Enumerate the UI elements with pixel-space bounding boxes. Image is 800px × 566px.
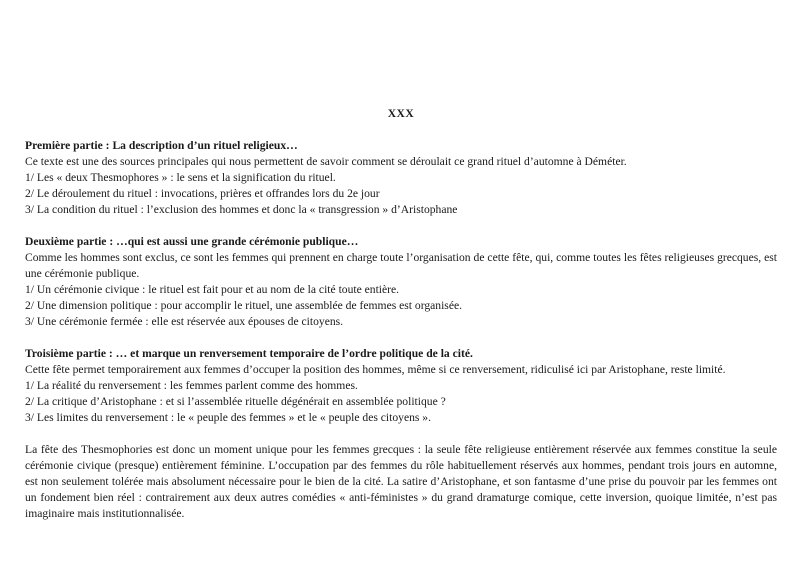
section-item: 1/ Les « deux Thesmophores » : le sens et la signification du rituel.: [25, 171, 336, 184]
section-heading: Deuxième partie : …qui est aussi une grande cérémonie publique…: [25, 235, 359, 248]
section-heading: Première partie : La description d’un rituel religieux…: [25, 139, 298, 152]
section-part-3: [25, 346, 777, 426]
section-item: 3/ Les limites du renversement : le « peuple des femmes » et le « peuple des citoyens ».: [25, 411, 431, 424]
section-intro: Comme les hommes sont exclus, ce sont les femmes qui prennent en charge toute l’organisation de cette fête, qui, comme toutes les fêtes religieuses grecques, est une cérémonie publique.: [25, 251, 777, 280]
section-heading: Troisième partie : … et marque un renversement temporaire de l’ordre politique de la cité.: [25, 347, 473, 360]
section-item: 1/ La réalité du renversement : les femmes parlent comme des hommes.: [25, 379, 358, 392]
section-item: 3/ La condition du rituel : l’exclusion des hommes et donc la « transgression » d’Aristophane: [25, 203, 458, 216]
document-page: [25, 106, 777, 522]
section-intro: Cette fête permet temporairement aux femmes d’occuper la position des hommes, même si ce renversement, ridiculisé ici par Aristophane, reste limité.: [25, 363, 726, 376]
section-part-2: [25, 234, 777, 330]
section-item: 3/ Une cérémonie fermée : elle est réservée aux épouses de citoyens.: [25, 315, 344, 328]
section-part-1: [25, 138, 777, 218]
conclusion-paragraph: La fête des Thesmophories est donc un moment unique pour les femmes grecques : la seule fête religieuse entièrement réservée aux femmes constitue la seule cérémonie civique (presque) entièrement féminine. L’occupation par des femmes du rôle habituellement réservés aux hommes, pendant trois jours en automne, est non seulement tolérée mais absolument nécessaire pour le bien de la cité. La satire d’Aristophane, et son fantasme d’une prise du pouvoir par les femmes ont un fondement bien réel : contrairement aux deux autres comédies « anti-féministes » du grand dramaturge comique, cette inversion, quoique limitée, n’est pas imaginaire mais institutionnalisée.: [25, 443, 777, 520]
section-intro: Ce texte est une des sources principales qui nous permettent de savoir comment se déroulait ce grand rituel d’automne à Déméter.: [25, 155, 627, 168]
section-item: 2/ La critique d’Aristophane : et si l’assemblée rituelle dégénérait en assemblée politique ?: [25, 395, 446, 408]
section-item: 2/ Le déroulement du rituel : invocations, prières et offrandes lors du 2e jour: [25, 187, 380, 200]
document-title: XXX: [387, 107, 415, 120]
section-item: 2/ Une dimension politique : pour accomplir le rituel, une assemblée de femmes est organisée.: [25, 299, 463, 312]
section-item: 1/ Un cérémonie civique : le rituel est fait pour et au nom de la cité toute entière.: [25, 283, 400, 296]
